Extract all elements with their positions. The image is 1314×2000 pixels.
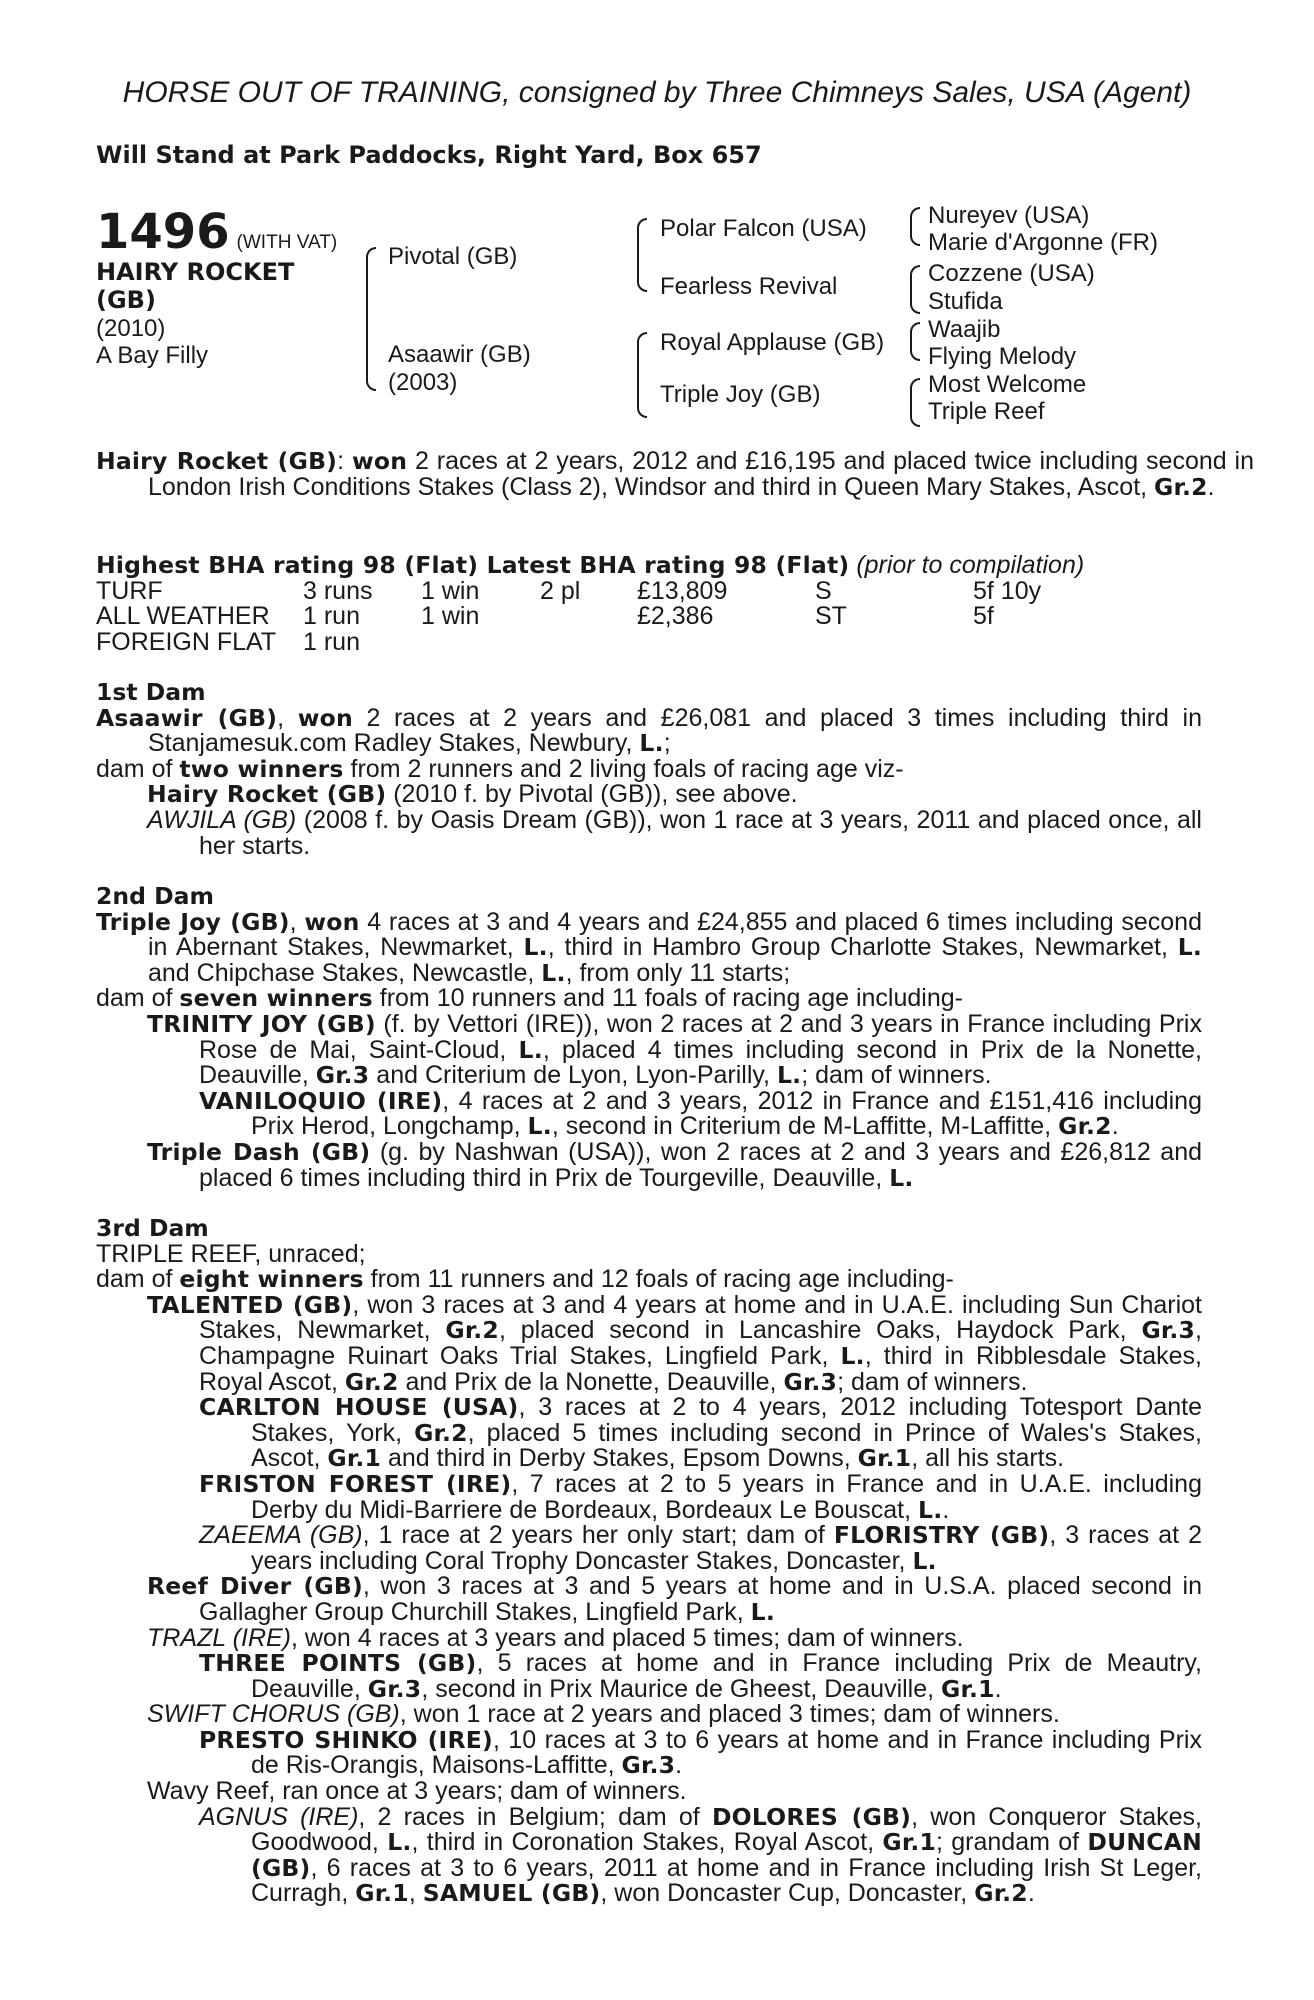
pedigree-dam-sire: Royal Applause (GB) (660, 329, 885, 356)
first-dam-produce: dam of two winners from 2 runners and 2 living foals of racing age viz- (96, 754, 904, 783)
pedigree-brace-g1 (910, 207, 920, 246)
third-dam-foal: TALENTED (GB), won 3 races at 3 and 4 years at home and in U.A.E. including Sun Chariot Stakes, Newmarket, Gr.2, placed second in Lancashire Oaks, Haydock Park, Gr.3, Champagne Ruinart Oaks Trial Stakes, Lingfield Park, L., third in Ribblesdale Stakes, Royal Ascot, Gr.2 and Prix de la Nonette, Deauville, Gr.3; dam of winners. (147, 1290, 1203, 1396)
pedigree-g4: Stufida (928, 288, 1003, 315)
third-dam-foal: TRAZL (IRE), won 4 races at 3 years and placed 5 times; dam of winners. (147, 1623, 964, 1652)
horse-name: HAIRY ROCKET (96, 258, 295, 286)
third-dam-foal: Reef Diver (GB), won 3 races at 3 and 5 years at home and in U.S.A. placed second in Gallagher Group Churchill Stakes, Lingfield Park, L. (147, 1572, 1202, 1626)
ratings-section (96, 553, 1202, 655)
pedigree-brace-dam (637, 332, 647, 418)
horse-year: (2010) (96, 315, 166, 342)
pedigree-brace-g3 (910, 322, 920, 361)
second-dam-grandfoal: VANILOQUIO (IRE), 4 races at 2 and 3 years, 2012 in France and £151,416 including Prix Herod, Longchamp, L., second in Criterium de M-Laffitte, M-Laffitte, Gr.2. (199, 1086, 1202, 1141)
second-dam-foal: TRINITY JOY (GB) (f. by Vettori (IRE)), won 2 races at 2 and 3 years in France including Prix Rose de Mai, Saint-Cloud, L., placed 4 times including second in Prix de la Nonette, Deauville, Gr.3 and Criterium de Lyon, Lyon-Parilly, L.; dam of winners. (147, 1009, 1202, 1090)
pedigree-sire-dam: Fearless Revival (660, 273, 838, 300)
horse-country: (GB) (96, 286, 156, 314)
pedigree-brace-g4 (910, 378, 920, 427)
pedigree-brace-sire (637, 218, 647, 292)
first-dam-foal: Hairy Rocket (GB) (2010 f. by Pivotal (GB)), see above. (147, 780, 798, 809)
pedigree-brace-g2 (910, 265, 920, 314)
second-dam-heading: 2nd Dam (96, 882, 214, 910)
pedigree-dam-year: (2003) (388, 369, 458, 396)
third-dam-grandfoal: THREE POINTS (GB), 5 races at home and in France including Prix de Meautry, Deauville, Gr.3, second in Prix Maurice de Gheest, Deauville, Gr.1. (199, 1649, 1202, 1703)
third-dam-produce: dam of eight winners from 11 runners and 12 foals of racing age including- (96, 1265, 954, 1294)
first-dam-record: Asaawir (GB), won 2 races at 2 years and £26,081 and placed 3 times including third in Stanjamesuk.com Radley Stakes, Newbury, L.; (96, 703, 1202, 758)
second-dam-section (96, 884, 1202, 1191)
pedigree-brace-parents (366, 247, 376, 391)
lot-number: 1496 (96, 204, 230, 260)
second-dam-produce: dam of seven winners from 10 runners and 11 foals of racing age including- (96, 984, 963, 1013)
ratings-heading: Highest BHA rating 98 (Flat) Latest BHA rating 98 (Flat) (prior to compilation) (96, 551, 1085, 579)
ratings-row: ALL WEATHER 1 run 1 win £2,386 ST 5f (96, 602, 994, 631)
third-dam-grandfoal: ZAEEMA (GB), 1 race at 2 years her only start; dam of FLORISTRY (GB), 3 races at 2 years including Coral Trophy Doncaster Stakes, Doncaster, L. (199, 1521, 1202, 1575)
third-dam-record: TRIPLE REEF, unraced; (96, 1239, 366, 1268)
pedigree-g8: Triple Reef (928, 398, 1045, 425)
third-dam-heading: 3rd Dam (96, 1214, 209, 1242)
pedigree-dam-dam: Triple Joy (GB) (660, 381, 821, 408)
third-dam-foal: Wavy Reef, ran once at 3 years; dam of winners. (147, 1777, 687, 1806)
ratings-row: TURF 3 runs 1 win 2 pl £13,809 S 5f 10y (96, 576, 1042, 605)
pedigree-g6: Flying Melody (928, 343, 1077, 370)
first-dam-section (96, 680, 1202, 859)
lot-header (96, 204, 338, 260)
pedigree-sire-sire: Polar Falcon (USA) (660, 215, 867, 242)
horse-description: A Bay Filly (96, 342, 209, 369)
pedigree-g5: Waajib (928, 316, 1001, 343)
pedigree-g7: Most Welcome (928, 371, 1087, 398)
third-dam-grandfoal: FRISTON FOREST (IRE), 7 races at 2 to 5 years in France and in U.A.E. including Derby du Midi-Barriere de Bordeaux, Bordeaux Le Bouscat, L.. (199, 1469, 1202, 1524)
catalogue-title: HORSE OUT OF TRAINING, consigned by Three Chimneys Sales, USA (Agent) (122, 76, 1192, 109)
pedigree-g3: Cozzene (USA) (928, 260, 1095, 287)
first-dam-heading: 1st Dam (96, 678, 206, 706)
third-dam-section (96, 1216, 1202, 1907)
vat-note: (WITH VAT) (236, 232, 338, 253)
pedigree-sire: Pivotal (GB) (388, 243, 518, 270)
pedigree-dam: Asaawir (GB) (388, 341, 531, 368)
third-dam-grandfoal: AGNUS (IRE), 2 races in Belgium; dam of DOLORES (GB), won Conqueror Stakes, Goodwood, L., third in Coronation Stakes, Royal Ascot, Gr.1; grandam of DUNCAN (GB), 6 races at 3 to 6 years, 2011 at home and in France including Irish St Leger, Curragh, Gr.1, SAMUEL (GB), won Doncaster Cup, Doncaster, Gr.2. (199, 1802, 1202, 1908)
third-dam-grandfoal: CARLTON HOUSE (USA), 3 races at 2 to 4 years, 2012 including Totesport Dante Stakes, York, Gr.2, placed 5 times including second in Prince of Wales's Stakes, Ascot, Gr.1 and third in Derby Stakes, Epsom Downs, Gr.1, all his starts. (199, 1393, 1202, 1473)
third-dam-foal: SWIFT CHORUS (GB), won 1 race at 2 years and placed 3 times; dam of winners. (147, 1700, 1060, 1729)
second-dam-foal: Triple Dash (GB) (g. by Nashwan (USA)), won 2 races at 2 and 3 years and £26,812 and placed 6 times including third in Prix de Tourgeville, Deauville, L. (147, 1137, 1202, 1192)
stand-location: Will Stand at Park Paddocks, Right Yard, Box 657 (96, 141, 762, 169)
pedigree-g2: Marie d'Argonne (FR) (928, 229, 1158, 256)
race-summary: Hairy Rocket (GB): won 2 races at 2 years, 2012 and £16,195 and placed twice including second in London Irish Conditions Stakes (Class 2), Windsor and third in Queen Mary Stakes, Ascot, Gr.2. (96, 447, 1254, 501)
first-dam-foal: AWJILA (GB) (2008 f. by Oasis Dream (GB)), won 1 race at 3 years, 2011 and placed once, all her starts. (147, 805, 1202, 860)
second-dam-record: Triple Joy (GB), won 4 races at 3 and 4 years and £24,855 and placed 6 times including second in Abernant Stakes, Newmarket, L., third in Hambro Group Charlotte Stakes, Newmarket, L. and Chipchase Stakes, Newcastle, L., from only 11 starts; (96, 907, 1202, 987)
third-dam-grandfoal: PRESTO SHINKO (IRE), 10 races at 3 to 6 years at home and in France including Prix de Ris-Orangis, Maisons-Laffitte, Gr.3. (199, 1725, 1202, 1780)
ratings-row: FOREIGN FLAT 1 run (96, 627, 360, 656)
pedigree-g1: Nureyev (USA) (928, 202, 1090, 229)
